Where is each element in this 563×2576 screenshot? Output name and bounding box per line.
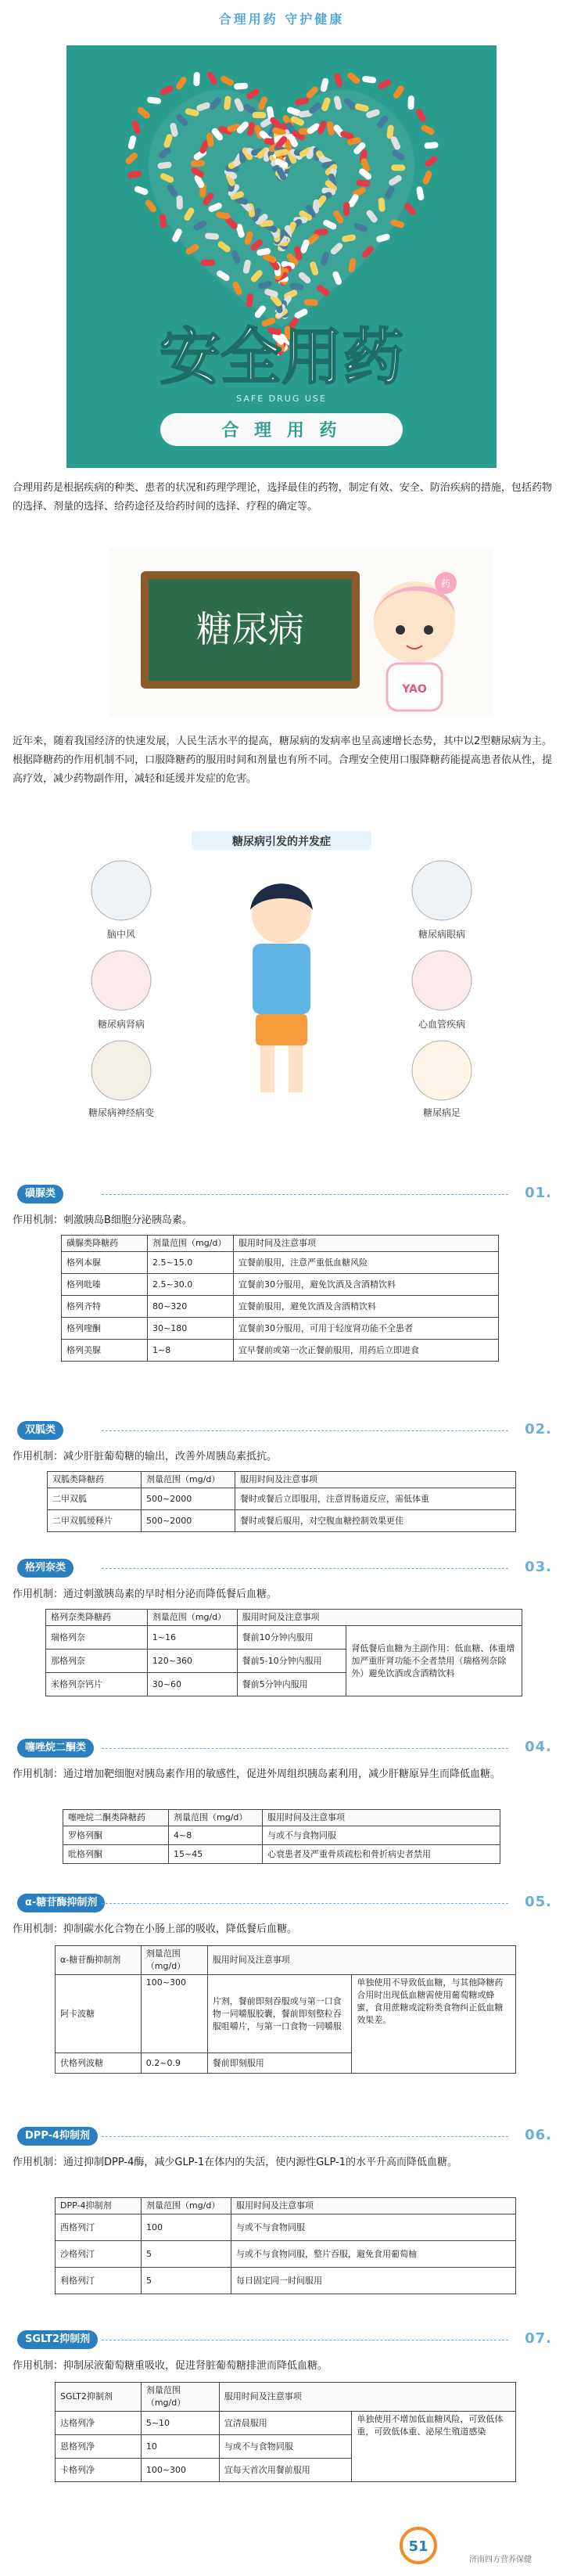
board-text: 糖尿病 — [196, 608, 304, 650]
table-header-row: DPP-4抑制剂 剂量范围（mg/d） 服用时间及注意事项 — [56, 2198, 516, 2214]
table-row: 格列喹酮 30~180 宜餐前30分服用，可用于轻度肾功能不全患者 — [62, 1318, 499, 1340]
pill-icon — [407, 95, 414, 110]
label-stroke: 脑中风 — [106, 929, 136, 940]
table-row: 二甲双胍 500~2000 餐时或餐后立即服用，注意胃肠道反应，需低体重 — [48, 1488, 516, 1510]
pill-icon — [343, 202, 350, 216]
section-bar-05 — [0, 1892, 563, 1914]
section-tag: SGLT2抑制剂 — [17, 2330, 98, 2349]
section-number: 02. — [525, 1421, 552, 1437]
section-number: 01. — [525, 1185, 552, 1201]
table-header-row: 磺脲类降糖药 剂量范围（mg/d） 服用时间及注意事项 — [62, 1236, 499, 1252]
section-bar-01 — [0, 1183, 563, 1205]
footer-logo-icon — [399, 2526, 438, 2565]
pill-icon — [424, 142, 439, 149]
drug-table-06 — [55, 2197, 516, 2294]
hero-subtitle: 合 理 用 药 — [221, 421, 342, 441]
pill-icon — [304, 299, 319, 306]
table-row: 那格列奈 120~360 餐前5-10分钟内服用 — [46, 1650, 522, 1673]
table-row: 阿卡波糖 100~300 片剂，餐前即刻吞服或与第一口食物一同嚼服胶囊，餐前即刻整粒吞服咀嚼片，与第一口食物一同嚼服 单独使用不导致低血糖，与其他降糖药合用时出现低血糖需使用葡萄糖或蜂蜜，食用蔗糖或淀粉类食物纠正低血糖效果差。 — [56, 1975, 516, 2053]
section-mechanism: 作用机制：通过增加靶细胞对胰岛素作用的敏感性，促进外周组织胰岛素利用，减少肝糖原异生而降低血糖。 — [13, 1768, 501, 1780]
hero-illustration — [66, 45, 497, 468]
table-row: 瑞格列奈 1~16 餐前10分钟内服用 肾低餐后血糖为主副作用：低血糖、体重增加严重肝肾功能不全者禁用（瑞格列奈除外）避免饮酒或含酒精饮料 — [46, 1626, 522, 1650]
section-number: 05. — [525, 1894, 552, 1910]
section-mechanism: 作用机制：刺激胰岛B细胞分泌胰岛素。 — [13, 1214, 192, 1226]
label-foot: 糖尿病足 — [422, 1107, 461, 1118]
table-note: 肾低餐后血糖为主副作用：低血糖、体重增加严重肝肾功能不全者禁用（瑞格列奈除外）避免饮酒或含酒精饮料 — [346, 1626, 522, 1696]
drug-table-04 — [63, 1809, 500, 1864]
footer-watermark-text: 济南四方营养保健 — [469, 2556, 532, 2564]
section-number: 07. — [525, 2330, 552, 2347]
table-row: 达格列净 5~10 宜清晨服用 单独使用不增加低血糖风险，可致低体重，可致低体重、泌尿生殖道感染 — [56, 2412, 516, 2435]
hero-banner — [66, 45, 497, 468]
table-row: 西格列汀 100 与或不与食物同服 — [56, 2214, 516, 2241]
pill-icon — [252, 112, 266, 118]
table-row: 吡格列酮 15~45 心衰患者及严重骨质疏松和骨折病史者禁用 — [63, 1845, 500, 1864]
diabetes-board-illustration — [109, 548, 493, 716]
page-header-title: 合理用药 守护健康 — [218, 12, 345, 27]
section-number: 03. — [525, 1559, 552, 1575]
drug-table-01 — [61, 1235, 499, 1362]
complications-illustration — [74, 828, 489, 1125]
section-number: 04. — [525, 1739, 552, 1755]
table-row: 格列齐特 80~320 宜餐前服用，避免饮酒及含酒精饮料 — [62, 1296, 499, 1318]
pill-icon — [234, 83, 249, 90]
table-header-row: SGLT2抑制剂 剂量范围（mg/d） 服用时间及注意事项 — [56, 2383, 516, 2412]
pill-icon — [391, 164, 405, 171]
context-paragraph: 近年来，随着我国经济的快速发展，人民生活水平的提高，糖尿病的发病率也呈高速增长态势，其中以2型糖尿病为主。根据降糖药的作用机制不同，口服降糖药的服用时间和剂量也有所不同。合理安全使用口服降糖药能提高患者依从性，提高疗效，减少药物副作用，减轻和延缓并发症的危害。 — [13, 736, 552, 785]
svg-text:药: 药 — [440, 578, 451, 589]
table-row: 格列吡嗪 2.5~30.0 宜餐前30分服用，避免饮酒及含酒精饮料 — [62, 1274, 499, 1296]
section-mechanism: 作用机制：减少肝脏葡萄糖的输出，改善外周胰岛素抵抗。 — [13, 1451, 278, 1462]
section-bar-04 — [0, 1737, 563, 1759]
table-row: 二甲双胍缓释片 500~2000 餐时或餐后服用，对空腹血糖控制效果更佳 — [48, 1510, 516, 1532]
section-mechanism: 作用机制：通过刺激胰岛素的早时相分泌而降低餐后血糖。 — [13, 1588, 278, 1600]
section-tag: 噻唑烷二酮类 — [17, 1739, 94, 1758]
section-tag: 磺脲类 — [17, 1185, 63, 1203]
table-row: 恩格列净 10 与或不与食物同服 — [56, 2435, 516, 2459]
section-bar-03 — [0, 1557, 563, 1579]
table-row: 格列本脲 2.5~15.0 宜餐前服用，注意严重低血糖风险 — [62, 1252, 499, 1274]
table-row: 伏格列波糖 0.2~0.9 餐前即刻服用 — [56, 2053, 516, 2074]
table-note: 单独使用不导致低血糖，与其他降糖药合用时出现低血糖需使用葡萄糖或蜂蜜，食用蔗糖或淀粉类食物纠正低血糖效果差。 — [352, 1975, 516, 2074]
section-bar-07 — [0, 2329, 563, 2351]
section-tag: α-糖苷酶抑制剂 — [17, 1894, 105, 1912]
section-mechanism: 作用机制：抑制碳水化合物在小肠上部的吸收，降低餐后血糖。 — [13, 1923, 298, 1935]
table-row: 罗格列酮 4~8 与或不与食物同服 — [63, 1826, 500, 1845]
svg-text:YAO: YAO — [402, 683, 427, 696]
section-number: 06. — [525, 2127, 552, 2143]
pill-icon — [201, 260, 215, 266]
drug-table-02 — [47, 1471, 516, 1532]
table-row: 格列美脲 1~8 宜早餐前或第一次正餐前服用，用药后立即进食 — [62, 1340, 499, 1362]
section-tag: 格列奈类 — [17, 1559, 74, 1578]
label-eye: 糖尿病眼病 — [418, 929, 466, 940]
section-tag: DPP-4抑制剂 — [17, 2127, 98, 2146]
table-row: 利格列汀 5 每日固定同一时间服用 — [56, 2268, 516, 2294]
table-note: 单独使用不增加低血糖风险，可致低体重，可致低体重、泌尿生殖道感染 — [352, 2412, 516, 2482]
section-mechanism: 作用机制：通过抑制DPP-4酶，减少GLP-1在体内的失活，使内源性GLP-1的水平升高而降低血糖。 — [13, 2157, 458, 2168]
pill-icon — [177, 196, 183, 210]
section-tag: 双胍类 — [17, 1421, 63, 1440]
hero-title: 安全用药 — [159, 322, 404, 393]
section-mechanism: 作用机制：抑制尿液葡萄糖重吸收，促进肾脏葡萄糖排泄而降低血糖。 — [13, 2360, 328, 2372]
table-header-row: 双胍类降糖药 剂量范围（mg/d） 服用时间及注意事项 — [48, 1472, 516, 1488]
drug-table-07 — [55, 2382, 516, 2482]
intro-paragraph: 合理用药是根据疾病的种类、患者的状况和药理学理论，选择最佳的药物，制定有效、安全、防治疾病的措施，包括药物的选择、剂量的选择、给药途径及给药时间的选择、疗程的确定等。 — [13, 482, 552, 513]
drug-table-03 — [45, 1609, 522, 1696]
table-header-row: 噻唑烷二酮类降糖药 剂量范围（mg/d） 服用时间及注意事项 — [63, 1810, 500, 1826]
pill-icon — [193, 72, 200, 86]
label-heart: 心血管疾病 — [418, 1019, 466, 1030]
complications-title: 糖尿病引发的并发症 — [232, 836, 331, 848]
table-header-row: α-糖苷酶抑制剂 剂量范围（mg/d） 服用时间及注意事项 — [56, 1946, 516, 1975]
drug-table-05 — [55, 1945, 516, 2074]
label-nerve: 糖尿病神经病变 — [88, 1107, 155, 1118]
pill-icon — [191, 160, 205, 167]
table-header-row: 格列奈类降糖药 剂量范围（mg/d） 服用时间及注意事项 — [46, 1610, 522, 1626]
table-row: 米格列奈钙片 30~60 餐前5分钟内服用 — [46, 1673, 522, 1696]
table-row: 沙格列汀 5 与或不与食物同服，整片吞服，避免食用葡萄柚 — [56, 2241, 516, 2268]
section-bar-02 — [0, 1419, 563, 1441]
table-row: 卡格列净 100~300 宜每天首次用餐前服用 — [56, 2459, 516, 2482]
label-kidney: 糖尿病肾病 — [97, 1019, 145, 1030]
section-bar-06 — [0, 2125, 563, 2147]
hero-subtitle-en: SAFE DRUG USE — [236, 394, 327, 404]
svg-text:51: 51 — [408, 2538, 429, 2555]
